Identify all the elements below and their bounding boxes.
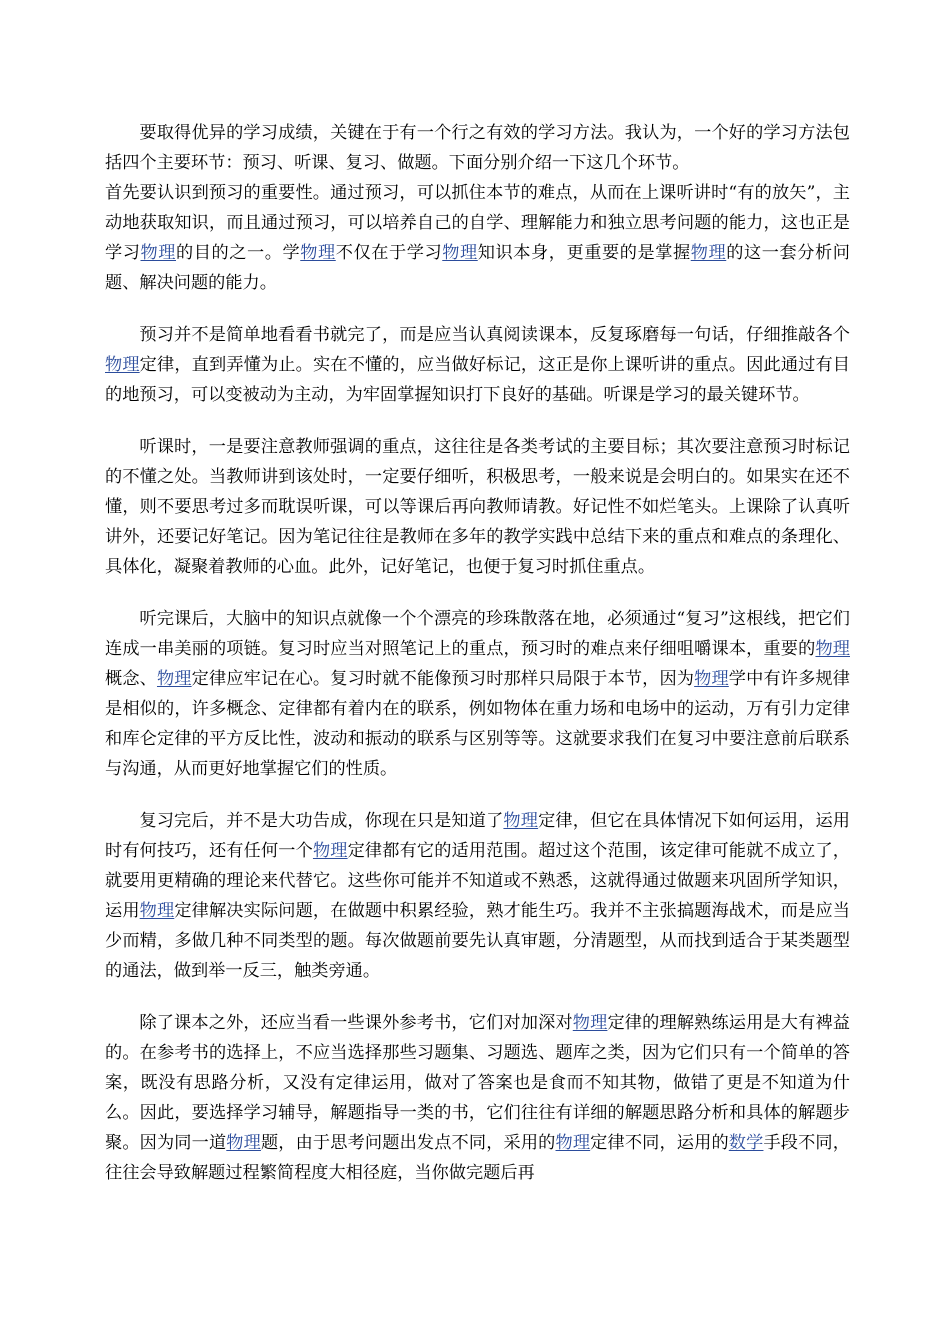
text-run: 定律应牢记在心。复习时就不能像预习时那样只局限于本节，因为 [191,669,695,689]
paragraph-p3 [105,320,850,410]
text-run: 的这一套分析问题、解决问题的能力。 [105,243,850,293]
text-run: 首先要认识到预习的重要性。通过预习，可以抓住本节的难点，从而在上课听讲时“有的放矢”，主动地获取知识，而且通过预习，可以培养自己的自学、理解能力和独立思考问题的能力，这也正是学习 [105,183,850,263]
hyperlink-物理[interactable]: 物理 [815,639,850,659]
text-run: 定律，但它在具体情况下如何运用，运用时有何技巧，还有任何一个 [105,811,850,861]
hyperlink-物理[interactable]: 物理 [690,243,727,263]
text-run: 定律的理解熟练运用是大有裨益的。在参考书的选择上，不应当选择那些习题集、习题选、题库之类，因为它们只有一个简单的答案，既没有思路分析，又没有定律运用，做对了答案也是食而不知其物，做错了更是不知道为什么。因此，要选择学习辅导，解题指导一类的书，它们往往有详细的解题思路分析和具体的解题步聚。因为同一道 [105,1013,850,1153]
text-run: 概念、 [105,669,157,689]
paragraph-p4 [105,432,850,582]
hyperlink-物理[interactable]: 物理 [105,355,140,375]
paragraph-p6 [105,806,850,986]
text-run: 的目的之一。学 [176,243,301,263]
text-run: 除了课本之外，还应当看一些课外参考书，它们对加深对 [139,1013,573,1033]
text-run: 题，由于思考问题出发点不同，采用的 [260,1133,556,1153]
hyperlink-物理[interactable]: 物理 [555,1133,591,1153]
hyperlink-物理[interactable]: 物理 [694,669,729,689]
text-run: 听课时，一是要注意教师强调的重点，这往往是各类考试的主要目标；其次要注意预习时标记的不懂之处。当教师讲到该处时，一定要仔细听，积极思考，一般来说是会明白的。如果实在还不懂，则不要思考过多而耽误听课，可以等课后再向教师请教。好记性不如烂笔头。上课除了认真听讲外，还要记好笔记。因为笔记往往是教师在多年的教学实践中总结下来的重点和难点的条理化、具体化，凝聚着教师的心血。此外，记好笔记，也便于复习时抓住重点。 [105,437,850,577]
text-run: 定律，直到弄懂为止。实在不懂的，应当做好标记，这正是你上课听讲的重点。因此通过有目的地预习，可以变被动为主动，为牢固掌握知识打下良好的基础。听课是学习的最关键环节。 [105,355,850,405]
text-run: 手段不同，往往会导致解题过程繁简程度大相径庭，当你做完题后再 [105,1133,850,1183]
hyperlink-数学[interactable]: 数学 [728,1133,764,1153]
text-run: 定律都有它的适用范围。超过这个范围，该定律可能就不成立了，就要用更精确的理论来代替它。这些你可能并不知道或不熟悉，这就得通过做题来巩固所学知识，运用 [105,841,850,921]
hyperlink-物理[interactable]: 物理 [300,243,336,263]
hyperlink-物理[interactable]: 物理 [139,901,175,921]
hyperlink-物理[interactable]: 物理 [503,811,539,831]
hyperlink-物理[interactable]: 物理 [156,669,192,689]
text-run: 定律不同，运用的 [590,1133,729,1153]
hyperlink-物理[interactable]: 物理 [312,841,348,861]
hyperlink-物理[interactable]: 物理 [140,243,176,263]
hyperlink-物理[interactable]: 物理 [572,1013,608,1033]
paragraph-p2 [105,178,850,298]
text-run: 听完课后，大脑中的知识点就像一个个漂亮的珍珠散落在地，必须通过“复习”这根线，把它们连成一串美丽的项链。复习时应当对照笔记上的重点，预习时的难点来仔细咀嚼课本，重要的 [105,609,850,659]
text-run: 学中有许多规律是相似的，许多概念、定律都有着内在的联系，例如物体在重力场和电场中的运动，万有引力定律和库仑定律的平方反比性，波动和振动的联系与区别等等。这就要求我们在复习中要注意前后联系与沟通，从而更好地掌握它们的性质。 [105,669,850,779]
text-run: 要取得优异的学习成绩，关键在于有一个行之有效的学习方法。我认为，一个好的学习方法包括四个主要环节：预习、听课、复习、做题。下面分别介绍一下这几个环节。 [105,123,850,173]
document-page [105,118,850,1210]
text-run: 复习完后，并不是大功告成，你现在只是知道了 [139,811,504,831]
hyperlink-物理[interactable]: 物理 [226,1133,261,1153]
text-run: 知识本身，更重要的是掌握 [477,243,691,263]
text-run: 定律解决实际问题，在做题中积累经验，熟才能生巧。我并不主张搞题海战术，而是应当少而精，多做几种不同类型的题。每次做题前要先认真审题，分清题型，从而找到适合于某类题型的通法，做到举一反三，触类旁通。 [105,901,850,981]
hyperlink-物理[interactable]: 物理 [442,243,478,263]
text-run: 预习并不是简单地看看书就完了，而是应当认真阅读课本，反复琢磨每一句话，仔细推敲各个 [139,325,850,345]
paragraph-p5 [105,604,850,784]
text-run: 不仅在于学习 [335,243,443,263]
paragraph-p1 [105,118,850,178]
paragraph-p7 [105,1008,850,1188]
